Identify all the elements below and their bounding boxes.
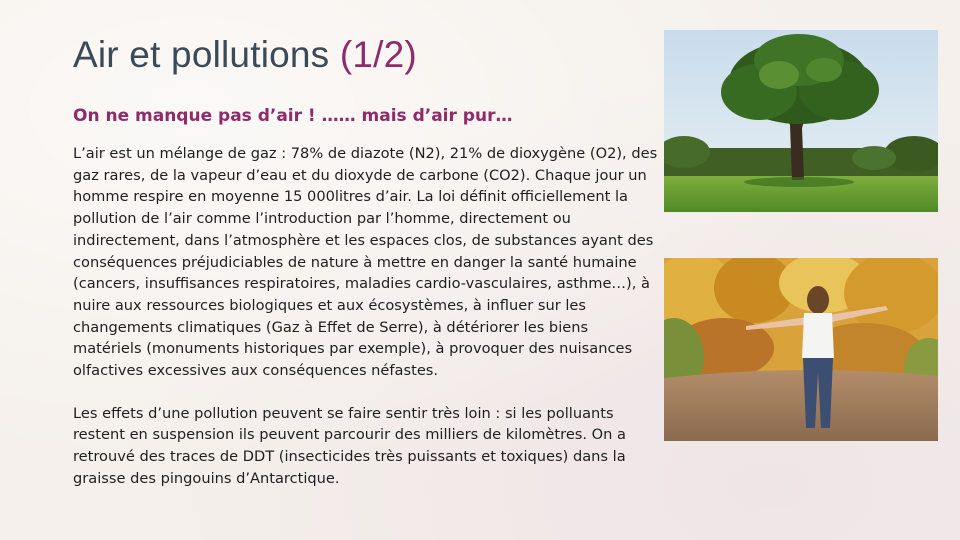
paragraph-2: Les effets d’une pollution peuvent se faire sentir très loin : si les polluants restent en suspension ils peuvent parcourir des milliers de kilomètres. On a retrouvé des traces de DDT (insecticides très puissants et toxiques) dans la graisse des pingouins d’Antarctique. — [73, 404, 626, 487]
woman-photo — [664, 258, 938, 441]
title-accent: (1/2) — [339, 34, 417, 75]
slide-title — [73, 34, 417, 76]
title-main: Air et pollutions — [73, 34, 340, 75]
paragraph-1: L’air est un mélange de gaz : 78% de diazote (N2), 21% de dioxygène (O2), des gaz rares, de la vapeur d’eau et du dioxyde de carbone (CO2). Chaque jour un homme respire en moyenne 15 000litres d’air. La loi définit officiellement la pollution de l’air comme l’introduction par l’homme, directement ou indirectement, dans l’atmosphère et les espaces clos, de substances ayant des conséquences préjudiciables de nature à mettre en danger la santé humaine (cancers, insuffisances respiratoires, maladies cardio-vasculaires, asthme…), à nuire aux ressources biologiques et aux écosystèmes, à influer sur les changements climatiques (Gaz à Effet de Serre), à détériorer les biens matériels (monuments historiques par exemple), à provoquer des nuisances olfactives excessives aux conséquences néfastes. — [73, 145, 658, 380]
slide-subtitle: On ne manque pas d’air ! …… mais d’air pur… — [73, 106, 513, 126]
tree-photo — [664, 30, 938, 212]
body-text — [73, 143, 658, 511]
